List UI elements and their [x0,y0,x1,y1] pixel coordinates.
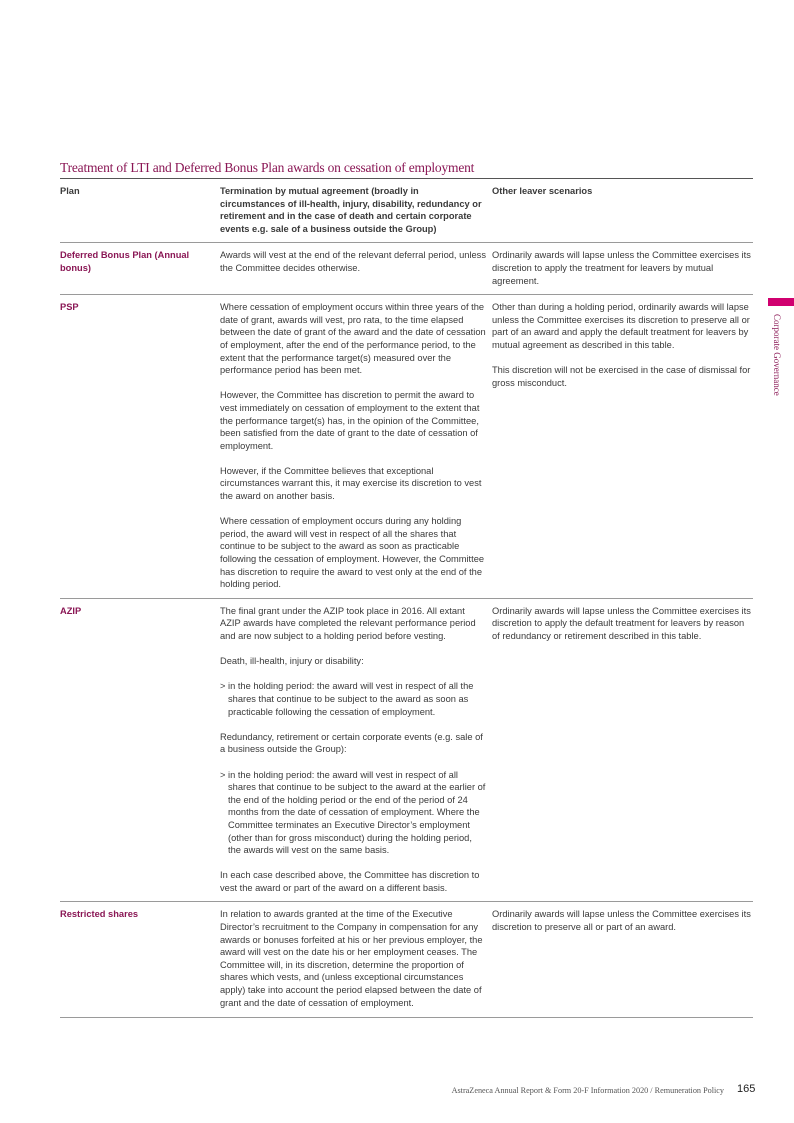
footer-text: AstraZeneca Annual Report & Form 20-F Information 2020 / Remuneration Policy [451,1086,724,1095]
mutual-cell [220,902,492,1018]
bullet-item [220,769,486,857]
bullet-text: in the holding period: the award will vest in respect of all the shares that continue to be subject to the award as soon as practicable following the cessation of employment. [228,681,474,717]
paragraph: Ordinarily awards will lapse unless the Committee exercises its discretion to apply the default treatment for leavers by reason of redundancy or retirement described in this table. [492,605,751,641]
leaver-treatment-table [60,179,753,1018]
paragraph: Death, ill-health, injury or disability: [220,656,364,667]
mutual-cell [220,243,492,295]
paragraph: Other than during a holding period, ordinarily awards will lapse unless the Committee exercises its discretion to preserve all or part of an award and apply the default treatment for leavers by mutual agreement as described in this table. [492,302,750,350]
paragraph: Where cessation of employment occurs during any holding period, the award will vest in respect of all the shares that continue to be subject to the award as soon as practicable following the cessation of employment. However, the Committee has discretion to require the award to vest only at the end of the holding period. [220,516,485,590]
header-mutual-agreement: Termination by mutual agreement (broadly in circumstances of ill-health, injury, disability, redundancy or retirement and in the case of death and certain corporate events e.g. sale of a business outside the Group) [220,186,482,234]
other-cell [492,295,753,599]
paragraph: The final grant under the AZIP took place in 2016. All extant AZIP awards have completed the relevant performance period and are now subject to a holding period before vesting. [220,605,476,641]
mutual-cell [220,598,492,902]
plan-name: PSP [60,295,220,599]
table-row-deferred-bonus [60,243,753,295]
paragraph: In relation to awards granted at the time of the Executive Director’s recruitment to the Company in compensation for any awards or bonuses forfeited at his or her previous employer, the award will vest on the date his or her employment ceases. The Committee will, in its discretion, determine the proportion of shares which vests, and (unless exceptional circumstances apply) take into account the period elapsed between the date of grant and the date of cessation of employment. [220,909,483,1008]
bullet-marker: > [220,769,226,780]
page-number: 165 [737,1083,756,1095]
other-cell [492,598,753,902]
plan-name: Restricted shares [60,902,220,1018]
header-other-leavers: Other leaver scenarios [492,186,593,196]
bullet-text: in the holding period: the award will vest in respect of all shares that continue to be subject to the award at the earlier of the end of the holding period or the end of the period of 24 months from the date of cessation of employment. Where the Committee terminates an Executive Director’s employment (other than for gross misconduct) during the holding period, the awards will vest on the same basis. [228,769,486,856]
paragraph: However, if the Committee believes that exceptional circumstances warrant this, it may exercise its discretion to vest the award on another basis. [220,465,482,502]
bullet-item [220,680,486,718]
table-row-psp [60,295,753,599]
mutual-cell [220,295,492,599]
paragraph: This discretion will not be exercised in the case of dismissal for gross misconduct. [492,365,751,388]
bullet-marker: > [220,681,226,692]
table-row-restricted-shares [60,902,753,1018]
paragraph: Where cessation of employment occurs within three years of the date of grant, awards will vest, pro rata, to the time elapsed between the date of grant of the award and the date of cessation of employment, after the end of the performance period, to the extent that the performance target(s) measured over the performance period has been met. [220,302,486,376]
other-cell [492,243,753,295]
section-tab-marker [768,298,794,306]
section-side-label: Corporate Governance [772,314,782,396]
other-cell [492,902,753,1018]
header-plan: Plan [60,186,80,196]
paragraph: Redundancy, retirement or certain corporate events (e.g. sale of a business outside the Group): [220,731,483,755]
paragraph: Ordinarily awards will lapse unless the Committee exercises its discretion to preserve all or part of an award. [492,909,751,933]
paragraph: However, the Committee has discretion to permit the award to vest immediately on cessation of employment to the extent that the performance target(s) has, in the opinion of the Committee, been satisfied from the date of grant to the date of cessation of employment. [220,390,480,451]
table-header-row [60,179,753,243]
plan-name: AZIP [60,598,220,902]
page-title: Treatment of LTI and Deferred Bonus Plan awards on cessation of employment [60,160,475,175]
paragraph: Awards will vest at the end of the relevant deferral period, unless the Committee decides otherwise. [220,250,486,273]
plan-name: Deferred Bonus Plan (Annual bonus) [60,243,220,295]
paragraph: In each case described above, the Committee has discretion to vest the award or part of the award on a different basis. [220,870,480,893]
table-row-azip [60,598,753,902]
paragraph: Ordinarily awards will lapse unless the Committee exercises its discretion to apply the treatment for leavers by mutual agreement. [492,250,751,286]
